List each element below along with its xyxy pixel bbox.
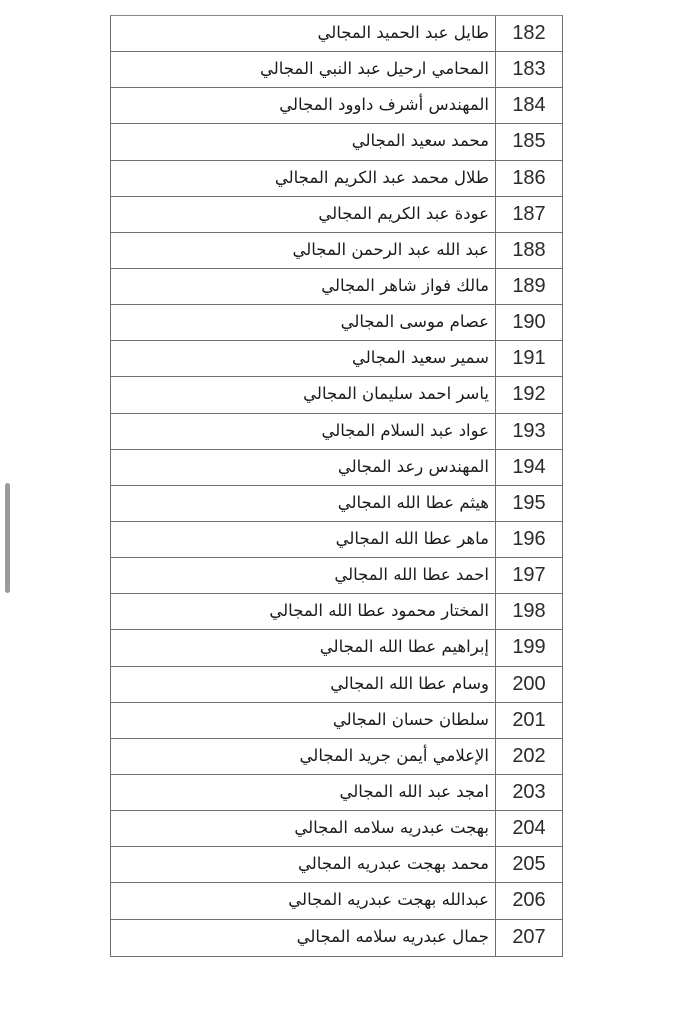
row-number-cell: 206 <box>495 883 562 918</box>
member-name-cell: ياسر احمد سليمان المجالي <box>303 384 489 404</box>
row-number-cell: 207 <box>495 920 562 956</box>
member-name-cell: عبد الله عبد الرحمن المجالي <box>292 239 489 259</box>
member-name-cell: عواد عبد السلام المجالي <box>321 420 489 440</box>
row-number-cell: 186 <box>495 161 562 196</box>
table-row <box>111 16 562 52</box>
row-number-cell: 197 <box>495 558 562 593</box>
table-row <box>111 233 562 269</box>
member-name-cell: سمير سعيد المجالي <box>352 348 489 368</box>
member-name-cell: احمد عطا الله المجالي <box>334 565 489 585</box>
table-row <box>111 594 562 630</box>
row-number-cell: 198 <box>495 594 562 629</box>
member-name-cell: عبدالله بهجت عبدريه المجالي <box>288 890 489 910</box>
member-name-cell: طلال محمد عبد الكريم المجالي <box>274 167 489 187</box>
row-number-cell: 204 <box>495 811 562 846</box>
row-number-cell: 190 <box>495 305 562 340</box>
member-name-cell: امجد عبد الله المجالي <box>339 782 489 802</box>
table-row <box>111 414 562 450</box>
table-row <box>111 920 562 956</box>
row-number-cell: 185 <box>495 124 562 159</box>
table-row <box>111 775 562 811</box>
table-row <box>111 377 562 413</box>
row-number-cell: 202 <box>495 739 562 774</box>
row-number-cell: 194 <box>495 450 562 485</box>
member-name-cell: ماهر عطا الله المجالي <box>335 529 489 549</box>
table-row <box>111 630 562 666</box>
member-name-cell: محمد بهجت عبدريه المجالي <box>298 854 489 874</box>
table-row <box>111 341 562 377</box>
member-name-cell: بهجت عبدريه سلامه المجالي <box>294 818 489 838</box>
row-number-cell: 188 <box>495 233 562 268</box>
member-name-cell: جمال عبدريه سلامه المجالي <box>296 927 489 947</box>
member-name-cell: عودة عبد الكريم المجالي <box>318 203 489 223</box>
table-row <box>111 486 562 522</box>
member-name-cell: هيثم عطا الله المجالي <box>337 492 489 512</box>
table-row <box>111 88 562 124</box>
table-row <box>111 305 562 341</box>
row-number-cell: 184 <box>495 88 562 123</box>
row-number-cell: 205 <box>495 847 562 882</box>
names-table <box>110 15 563 957</box>
member-name-cell: الإعلامي أيمن جريد المجالي <box>299 745 489 765</box>
table-row <box>111 197 562 233</box>
member-name-cell: وسام عطا الله المجالي <box>330 673 489 693</box>
table-row <box>111 450 562 486</box>
row-number-cell: 189 <box>495 269 562 304</box>
row-number-cell: 199 <box>495 630 562 665</box>
member-name-cell: المهندس أشرف داوود المجالي <box>279 95 489 115</box>
member-name-cell: عصام موسى المجالي <box>340 312 489 332</box>
row-number-cell: 187 <box>495 197 562 232</box>
member-name-cell: المحامي ارحيل عبد النبي المجالي <box>259 59 489 79</box>
table-row <box>111 522 562 558</box>
table-row <box>111 739 562 775</box>
row-number-cell: 183 <box>495 52 562 87</box>
row-number-cell: 182 <box>495 16 562 51</box>
table-row <box>111 52 562 88</box>
row-number-cell: 201 <box>495 703 562 738</box>
row-number-cell: 196 <box>495 522 562 557</box>
table-row <box>111 124 562 160</box>
table-row <box>111 667 562 703</box>
table-row <box>111 811 562 847</box>
member-name-cell: مالك فواز شاهر المجالي <box>321 276 489 296</box>
member-name-cell: طايل عبد الحميد المجالي <box>317 23 489 43</box>
row-number-cell: 203 <box>495 775 562 810</box>
member-name-cell: إبراهيم عطا الله المجالي <box>319 637 489 657</box>
member-name-cell: المختار محمود عطا الله المجالي <box>269 601 489 621</box>
member-name-cell: المهندس رعد المجالي <box>337 456 489 476</box>
row-number-cell: 192 <box>495 377 562 412</box>
row-number-cell: 195 <box>495 486 562 521</box>
table-row <box>111 883 562 919</box>
row-number-cell: 193 <box>495 414 562 449</box>
table-row <box>111 161 562 197</box>
scrollbar-thumb[interactable] <box>5 483 10 593</box>
table-row <box>111 558 562 594</box>
row-number-cell: 200 <box>495 667 562 702</box>
member-name-cell: محمد سعيد المجالي <box>351 131 489 151</box>
row-number-cell: 191 <box>495 341 562 376</box>
table-row <box>111 269 562 305</box>
table-row <box>111 847 562 883</box>
table-row <box>111 703 562 739</box>
member-name-cell: سلطان حسان المجالي <box>332 709 489 729</box>
